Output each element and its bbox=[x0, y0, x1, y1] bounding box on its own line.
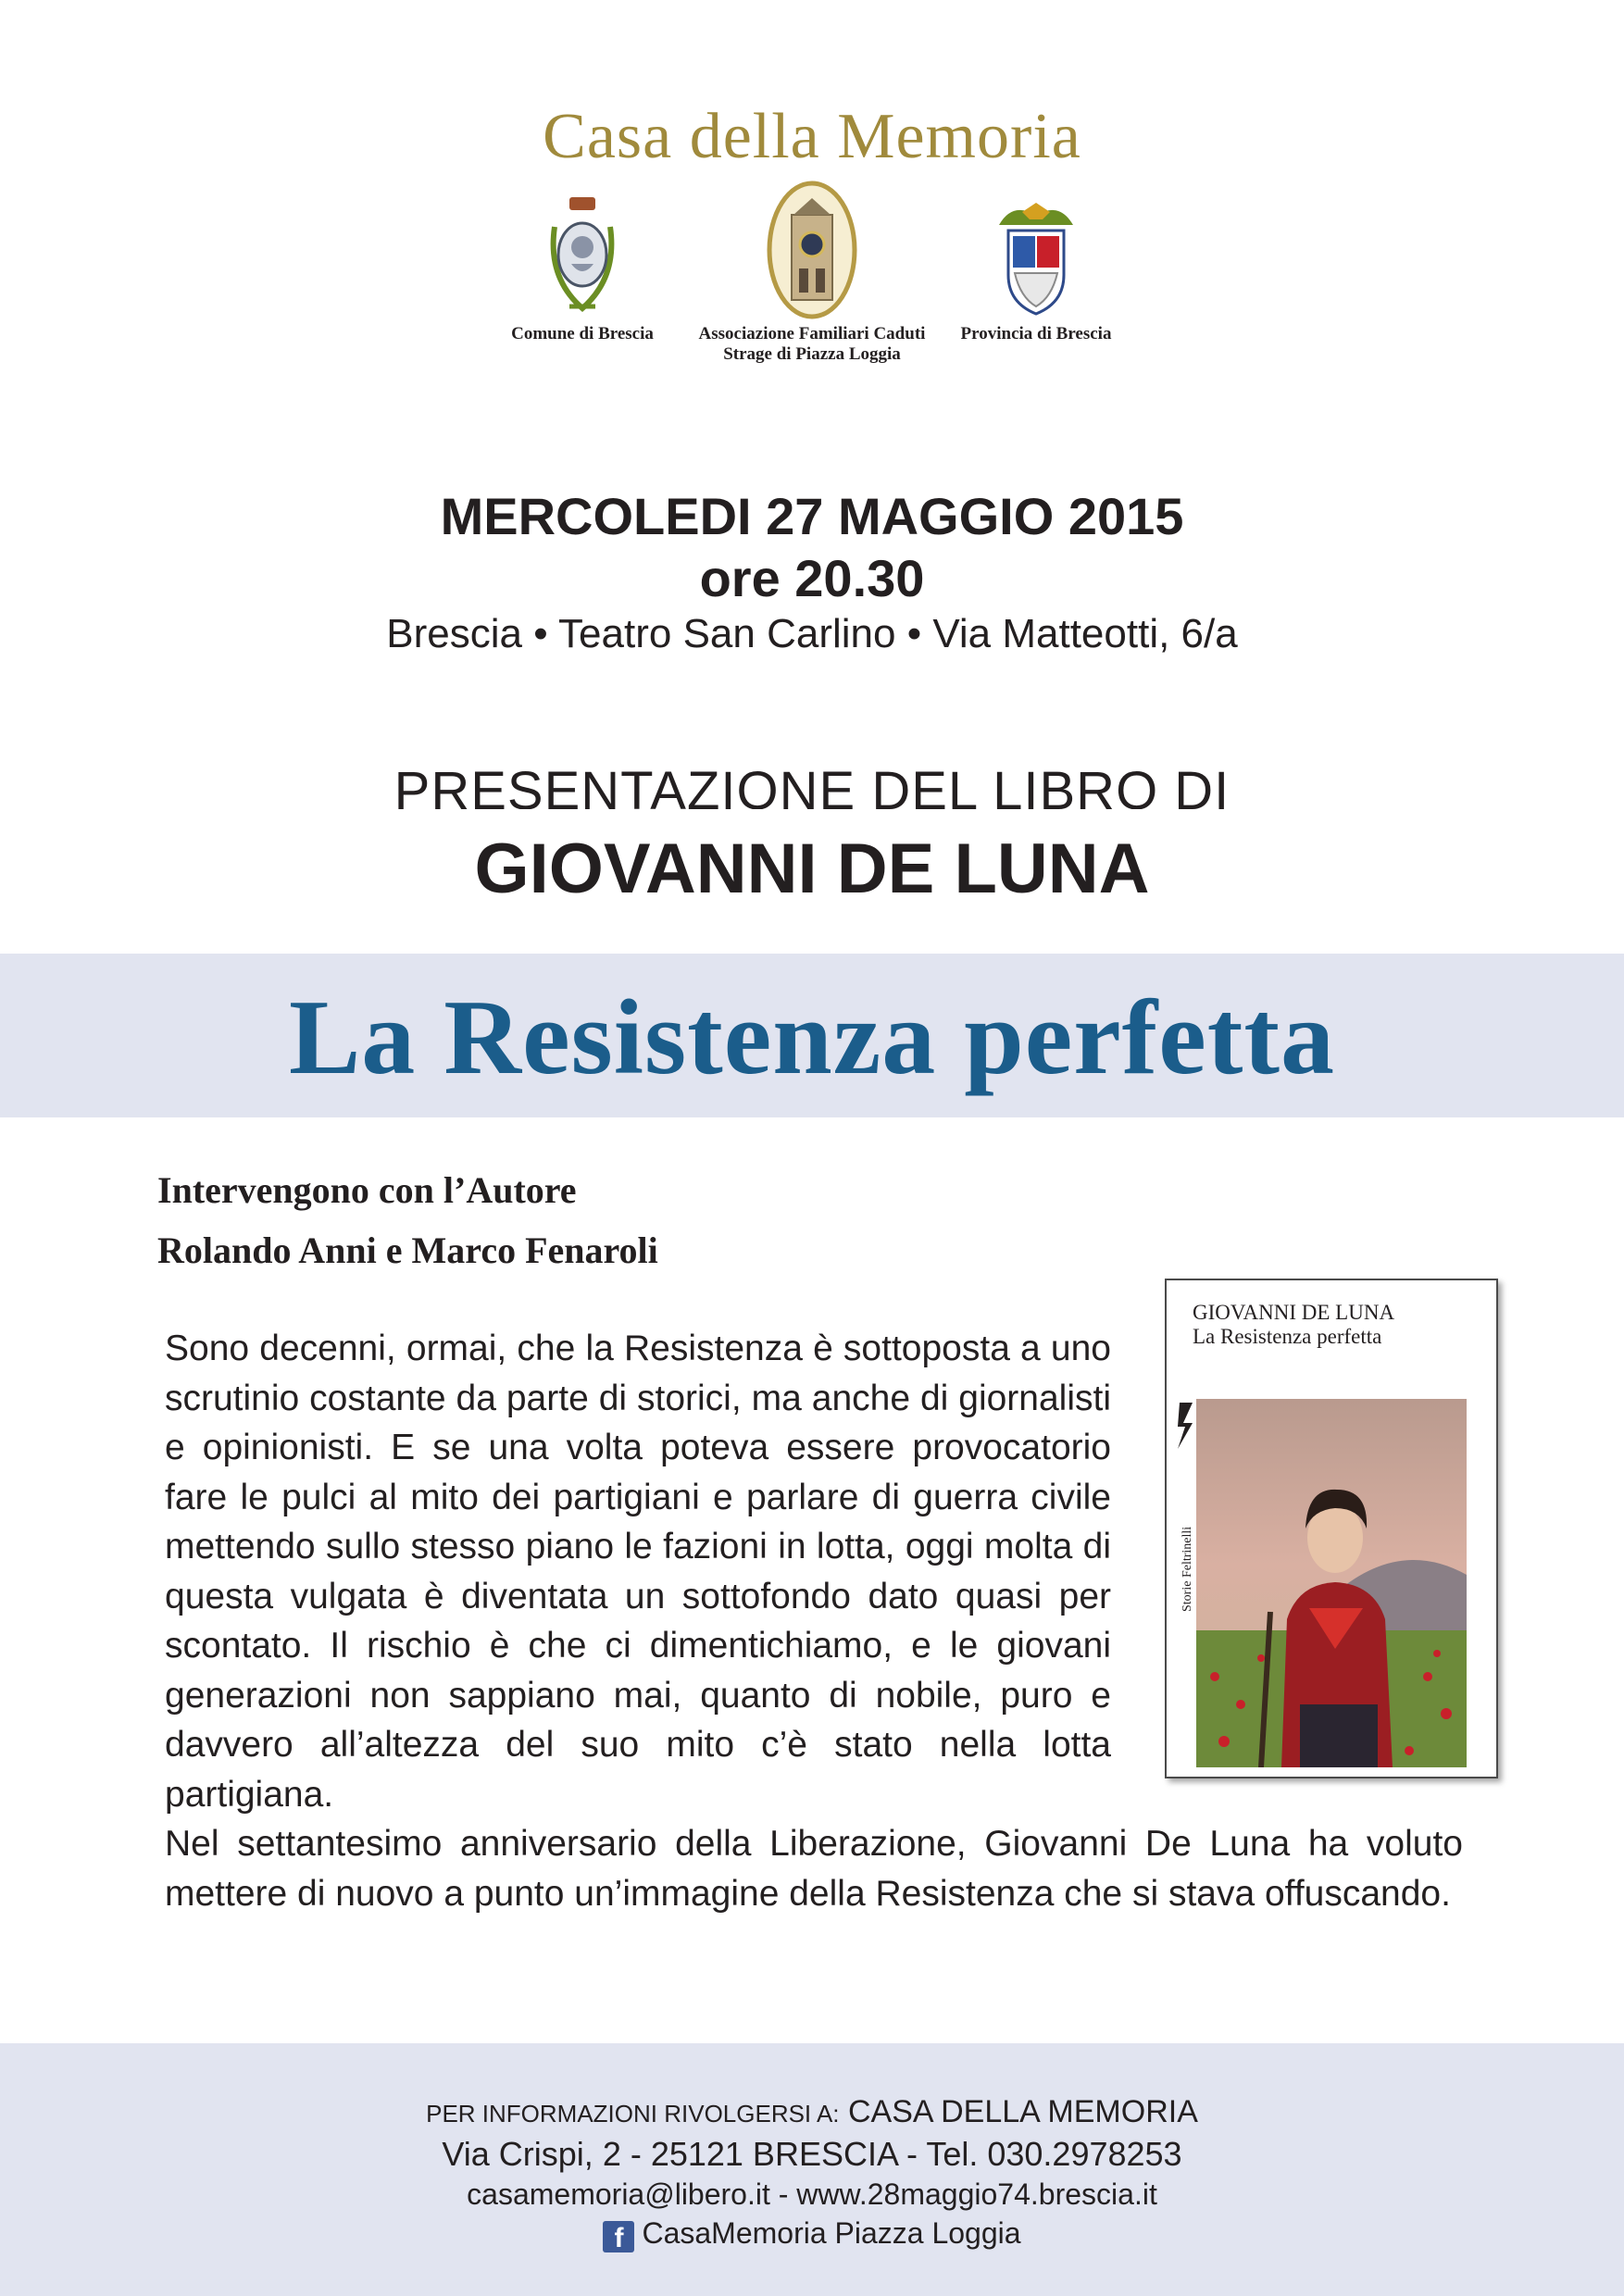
event-date: MERCOLEDI 27 MAGGIO 2015 bbox=[440, 487, 1184, 545]
book-cover bbox=[1165, 1279, 1498, 1778]
event-venue: Brescia • Teatro San Carlino • Via Matteotti, 6/a bbox=[386, 611, 1238, 656]
logo-caption-provincia: Provincia di Brescia bbox=[960, 324, 1112, 343]
logo-associazione-familiari bbox=[678, 178, 946, 365]
speakers-intro: Intervengono con l’Autore bbox=[157, 1169, 577, 1211]
event-time: ore 20.30 bbox=[699, 549, 925, 607]
author-name: GIOVANNI DE LUNA bbox=[474, 830, 1150, 908]
coat-of-arms-comune-icon bbox=[536, 190, 629, 319]
cover-title: La Resistenza perfetta bbox=[1193, 1325, 1382, 1348]
logo-comune-di-brescia bbox=[507, 190, 657, 344]
speakers-names: Rolando Anni e Marco Fenaroli bbox=[157, 1229, 658, 1271]
org-title: Casa della Memoria bbox=[543, 101, 1081, 172]
body-paragraph-1: Sono decenni, ormai, che la Resistenza è sottoposta a uno scrutinio costante da parte di storici, ma anche di giornalisti e opinionisti. E se una volta poteva essere provocatorio fare le pulci al mito dei partigiani e parlare di guerra civile mettendo sullo stesso piano le fazioni in lotta, oggi molta di questa vulgata è diventata un sottofondo dato quasi per scontato. Il rischio è che ci dimentichiamo, e le giovani generazioni non sappiano mai, quanto di nobile, puro e davvero all’altezza del suo mito c’è stato nella lotta partigiana. bbox=[165, 1329, 1111, 1815]
cover-author: GIOVANNI DE LUNA bbox=[1193, 1301, 1395, 1324]
logo-caption-associazione-1: Associazione Familiari Caduti bbox=[698, 324, 926, 343]
footer-info-org: CASA DELLA MEMORIA bbox=[847, 2094, 1198, 2129]
footer-contacts[interactable]: casamemoria@libero.it - www.28maggio74.brescia.it bbox=[467, 2177, 1157, 2211]
footer-facebook[interactable] bbox=[0, 2216, 1624, 2252]
facebook-icon: f bbox=[603, 2221, 634, 2252]
footer-facebook-label: CasaMemoria Piazza Loggia bbox=[642, 2216, 1021, 2250]
logo-caption-comune: Comune di Brescia bbox=[511, 324, 654, 343]
coat-of-arms-provincia-icon bbox=[985, 199, 1087, 319]
body-paragraph-2: Nel settantesimo anniversario della Liberazione, Giovanni De Luna ha voluto mettere di nuovo a punto un’immagine della Resistenza che si stava offuscando. bbox=[165, 1824, 1463, 1914]
footer-info bbox=[0, 2094, 1624, 2130]
footer-info-prefix: PER INFORMAZIONI RIVOLGERSI A: bbox=[426, 2100, 840, 2128]
book-title: La Resistenza perfetta bbox=[288, 979, 1336, 1097]
presentation-intro: PRESENTAZIONE DEL LIBRO DI bbox=[394, 761, 1230, 809]
publisher-logo-icon bbox=[1178, 1403, 1193, 1449]
logo-provincia-di-brescia bbox=[954, 199, 1118, 344]
logo-caption-associazione-2: Strage di Piazza Loggia bbox=[723, 344, 901, 364]
cover-photo bbox=[1196, 1399, 1467, 1767]
footer-address: Via Crispi, 2 - 25121 BRESCIA - Tel. 030.2978253 bbox=[442, 2135, 1182, 2173]
piazza-loggia-clock-tower-icon bbox=[766, 178, 858, 319]
cover-spine-text: Storie Feltrinelli bbox=[1181, 1526, 1194, 1612]
